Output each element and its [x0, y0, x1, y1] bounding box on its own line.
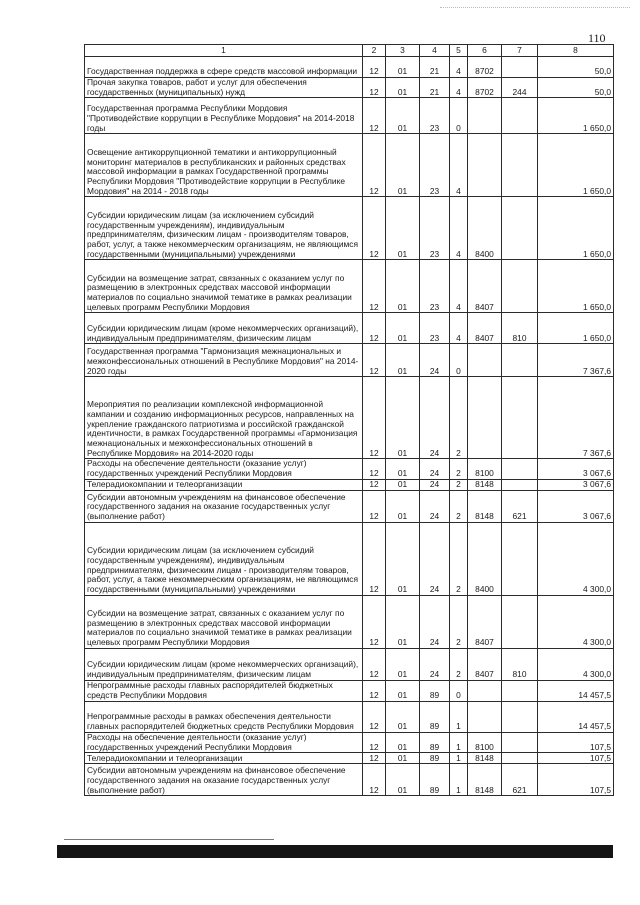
- row-value-cell: 2: [450, 479, 468, 490]
- row-value-cell: 810: [502, 313, 538, 344]
- row-value-cell: 24: [420, 377, 450, 459]
- row-value-cell: 2: [450, 648, 468, 680]
- row-value-cell: 89: [420, 753, 450, 764]
- row-name-cell: Субсидии на возмещение затрат, связанных с оказанием услуг по размещению в электронных средствах массовой информации материалов по социально значимой тематике в рамках реализации целевых программ Республики Мордовия: [85, 595, 363, 648]
- row-value-cell: 01: [386, 701, 420, 732]
- row-value-cell: 01: [386, 197, 420, 260]
- row-value-cell: 8702: [468, 78, 502, 98]
- row-value-cell: 8100: [468, 459, 502, 479]
- row-value-cell: 1: [450, 764, 468, 796]
- row-value-cell: 12: [363, 680, 386, 701]
- budget-table: [84, 44, 614, 796]
- row-value-cell: 01: [386, 98, 420, 134]
- row-value-cell: 2: [450, 595, 468, 648]
- row-name-cell: Телерадиокомпании и телеорганизации: [85, 753, 363, 764]
- row-value-cell: 01: [386, 377, 420, 459]
- row-value-cell: 7 367,6: [538, 344, 614, 377]
- row-value-cell: [502, 377, 538, 459]
- row-value-cell: 2: [450, 377, 468, 459]
- table-row: [85, 648, 614, 680]
- row-name-cell: Расходы на обеспечение деятельности (оказание услуг) государственных учреждений Республики Мордовия: [85, 732, 363, 752]
- row-value-cell: 4: [450, 197, 468, 260]
- row-value-cell: 8407: [468, 260, 502, 313]
- table-row: [85, 344, 614, 377]
- row-value-cell: 12: [363, 522, 386, 595]
- row-value-cell: [502, 344, 538, 377]
- row-value-cell: 4: [450, 313, 468, 344]
- table-row: [85, 260, 614, 313]
- table-row: [85, 313, 614, 344]
- row-value-cell: 01: [386, 313, 420, 344]
- row-value-cell: 01: [386, 479, 420, 490]
- row-value-cell: 1: [450, 732, 468, 752]
- row-value-cell: 621: [502, 490, 538, 522]
- row-value-cell: 21: [420, 78, 450, 98]
- row-value-cell: 12: [363, 732, 386, 752]
- row-value-cell: 12: [363, 490, 386, 522]
- row-name-cell: Субсидии юридическим лицам (за исключением субсидий государственным учреждениям), индивидуальным предпринимателям, физическим лицам - производителям товаров, работ, услуг, а также некоммерческим организациям, не являющимся государственными (муниципальными) учреждениями: [85, 197, 363, 260]
- table-row: [85, 377, 614, 459]
- row-value-cell: [502, 595, 538, 648]
- row-value-cell: 0: [450, 98, 468, 134]
- row-name-cell: Субсидии автономным учреждениям на финансовое обеспечение государственного задания на оказание государственных услуг (выполнение работ): [85, 764, 363, 796]
- row-value-cell: 23: [420, 260, 450, 313]
- row-value-cell: 107,5: [538, 753, 614, 764]
- row-value-cell: 14 457,5: [538, 701, 614, 732]
- row-value-cell: [468, 98, 502, 134]
- page-number: 110: [588, 31, 606, 45]
- row-value-cell: 21: [420, 57, 450, 78]
- table-row: [85, 522, 614, 595]
- row-value-cell: [468, 701, 502, 732]
- row-value-cell: [468, 680, 502, 701]
- row-value-cell: 2: [450, 490, 468, 522]
- row-value-cell: 12: [363, 78, 386, 98]
- row-value-cell: 01: [386, 459, 420, 479]
- row-value-cell: [502, 459, 538, 479]
- row-value-cell: 01: [386, 57, 420, 78]
- row-value-cell: [502, 134, 538, 197]
- row-value-cell: 8400: [468, 522, 502, 595]
- column-header: 4: [420, 45, 450, 57]
- row-value-cell: 50,0: [538, 57, 614, 78]
- table-row: [85, 764, 614, 796]
- table-row: [85, 459, 614, 479]
- column-header: 8: [538, 45, 614, 57]
- row-value-cell: 4: [450, 78, 468, 98]
- row-name-cell: Субсидии юридическим лицам (кроме некоммерческих организаций), индивидуальным предпринимателям, физическим лицам: [85, 313, 363, 344]
- row-name-cell: Государственная программа Республики Мордовия "Противодействие коррупции в Республике Мордовия" на 2014-2018 годы: [85, 98, 363, 134]
- row-value-cell: 8407: [468, 648, 502, 680]
- row-value-cell: 8148: [468, 479, 502, 490]
- row-value-cell: 8400: [468, 197, 502, 260]
- row-value-cell: 0: [450, 344, 468, 377]
- scan-mark: [64, 839, 274, 840]
- row-value-cell: 8702: [468, 57, 502, 78]
- row-value-cell: 12: [363, 753, 386, 764]
- row-value-cell: 01: [386, 260, 420, 313]
- row-value-cell: [502, 701, 538, 732]
- row-value-cell: 8407: [468, 595, 502, 648]
- row-value-cell: 1 650,0: [538, 134, 614, 197]
- row-value-cell: 89: [420, 680, 450, 701]
- scan-edge-bar: [57, 845, 613, 858]
- row-value-cell: 50,0: [538, 78, 614, 98]
- row-name-cell: Прочая закупка товаров, работ и услуг для обеспечения государственных (муниципальных) нужд: [85, 78, 363, 98]
- row-name-cell: Государственная поддержка в сфере средств массовой информации: [85, 57, 363, 78]
- table-row: [85, 595, 614, 648]
- row-value-cell: 107,5: [538, 764, 614, 796]
- scan-specks: [440, 7, 630, 9]
- row-value-cell: 24: [420, 344, 450, 377]
- row-value-cell: 8100: [468, 732, 502, 752]
- row-value-cell: 01: [386, 78, 420, 98]
- row-value-cell: 2: [450, 522, 468, 595]
- table-row: [85, 78, 614, 98]
- row-value-cell: 24: [420, 459, 450, 479]
- row-value-cell: 12: [363, 57, 386, 78]
- row-value-cell: 01: [386, 764, 420, 796]
- row-value-cell: 24: [420, 595, 450, 648]
- table-row: [85, 98, 614, 134]
- row-value-cell: [468, 134, 502, 197]
- row-value-cell: 01: [386, 522, 420, 595]
- row-value-cell: 24: [420, 479, 450, 490]
- row-value-cell: 621: [502, 764, 538, 796]
- row-name-cell: Субсидии автономным учреждениям на финансовое обеспечение государственного задания на оказание государственных услуг (выполнение работ): [85, 490, 363, 522]
- row-value-cell: 01: [386, 648, 420, 680]
- row-name-cell: Субсидии на возмещение затрат, связанных с оказанием услуг по размещению в электронных средствах массовой информации материалов по социально значимой тематике в рамках реализации целевых программ Республики Мордовия: [85, 260, 363, 313]
- column-header: 1: [85, 45, 363, 57]
- column-header: 7: [502, 45, 538, 57]
- row-value-cell: 01: [386, 134, 420, 197]
- row-name-cell: Субсидии юридическим лицам (за исключением субсидий государственным учреждениям), индивидуальным предпринимателям, физическим лицам - производителям товаров, работ, услуг, а также некоммерческим организациям, не являющимся государственными (муниципальными) учреждениями: [85, 522, 363, 595]
- row-value-cell: 4: [450, 134, 468, 197]
- row-value-cell: 12: [363, 313, 386, 344]
- row-value-cell: 24: [420, 490, 450, 522]
- row-value-cell: [468, 344, 502, 377]
- row-value-cell: 2: [450, 459, 468, 479]
- row-value-cell: 8148: [468, 753, 502, 764]
- row-value-cell: 1 650,0: [538, 197, 614, 260]
- row-value-cell: 0: [450, 680, 468, 701]
- row-value-cell: 89: [420, 701, 450, 732]
- row-value-cell: 4 300,0: [538, 522, 614, 595]
- row-value-cell: 12: [363, 197, 386, 260]
- row-value-cell: 4: [450, 260, 468, 313]
- row-value-cell: 7 367,6: [538, 377, 614, 459]
- row-value-cell: 12: [363, 377, 386, 459]
- row-value-cell: [502, 197, 538, 260]
- row-value-cell: 1 650,0: [538, 98, 614, 134]
- row-name-cell: Субсидии юридическим лицам (кроме некоммерческих организаций), индивидуальным предпринимателям, физическим лицам: [85, 648, 363, 680]
- row-value-cell: 12: [363, 134, 386, 197]
- table-row: [85, 701, 614, 732]
- row-value-cell: [502, 680, 538, 701]
- row-value-cell: 23: [420, 197, 450, 260]
- row-name-cell: Государственная программа "Гармонизация межнациональных и межконфессиональных отношений в Республике Мордовия" на 2014-2020 годы: [85, 344, 363, 377]
- row-value-cell: 4 300,0: [538, 595, 614, 648]
- row-value-cell: 23: [420, 313, 450, 344]
- table-row: [85, 753, 614, 764]
- row-name-cell: Телерадиокомпании и телеорганизации: [85, 479, 363, 490]
- row-value-cell: 4: [450, 57, 468, 78]
- row-value-cell: 8407: [468, 313, 502, 344]
- row-name-cell: Освещение антикоррупционной тематики и антикоррупционный мониторинг материалов в республиканских и районных средствах массовой информации в рамках Государственной программы Республики Мордовия "Противодействие коррупции в Республике Мордовия" на 2014 - 2018 годы: [85, 134, 363, 197]
- row-value-cell: 01: [386, 490, 420, 522]
- row-value-cell: 8148: [468, 490, 502, 522]
- table-row: [85, 57, 614, 78]
- row-name-cell: Расходы на обеспечение деятельности (оказание услуг) государственных учреждений Республики Мордовия: [85, 459, 363, 479]
- row-value-cell: 12: [363, 260, 386, 313]
- row-value-cell: 14 457,5: [538, 680, 614, 701]
- row-value-cell: 89: [420, 764, 450, 796]
- row-value-cell: 12: [363, 764, 386, 796]
- row-name-cell: Непрограммные расходы главных распорядителей бюджетных средств Республики Мордовия: [85, 680, 363, 701]
- row-value-cell: 8148: [468, 764, 502, 796]
- row-value-cell: 1: [450, 701, 468, 732]
- column-header: 2: [363, 45, 386, 57]
- row-value-cell: 24: [420, 648, 450, 680]
- row-value-cell: 244: [502, 78, 538, 98]
- table-row: [85, 680, 614, 701]
- row-value-cell: 23: [420, 134, 450, 197]
- row-value-cell: 01: [386, 344, 420, 377]
- row-value-cell: 01: [386, 732, 420, 752]
- row-name-cell: Непрограммные расходы в рамках обеспечения деятельности главных распорядителей бюджетных средств Республики Мордовия: [85, 701, 363, 732]
- row-value-cell: 1 650,0: [538, 260, 614, 313]
- row-value-cell: [502, 753, 538, 764]
- row-value-cell: [502, 479, 538, 490]
- row-value-cell: 01: [386, 595, 420, 648]
- row-value-cell: 12: [363, 344, 386, 377]
- table-row: [85, 134, 614, 197]
- row-value-cell: 12: [363, 479, 386, 490]
- column-header: 3: [386, 45, 420, 57]
- row-value-cell: [502, 98, 538, 134]
- row-value-cell: 4 300,0: [538, 648, 614, 680]
- row-value-cell: 23: [420, 98, 450, 134]
- row-value-cell: 3 067,6: [538, 479, 614, 490]
- column-header: 6: [468, 45, 502, 57]
- row-value-cell: [502, 57, 538, 78]
- row-value-cell: 810: [502, 648, 538, 680]
- row-name-cell: Мероприятия по реализации комплексной информационной кампании и созданию информационных ресурсов, направленных на укрепление гражданского патриотизма и российской гражданской идентичности, в рамках Государственной программы «Гармонизация межнациональных и межконфессиональных отношений в Республике Мордовия» на 2014-2020 годы: [85, 377, 363, 459]
- row-value-cell: 12: [363, 459, 386, 479]
- column-header: 5: [450, 45, 468, 57]
- row-value-cell: 01: [386, 680, 420, 701]
- table-header-row: [85, 45, 614, 57]
- row-value-cell: [502, 522, 538, 595]
- row-value-cell: [468, 377, 502, 459]
- row-value-cell: 89: [420, 732, 450, 752]
- table-row: [85, 197, 614, 260]
- row-value-cell: [502, 732, 538, 752]
- row-value-cell: 24: [420, 522, 450, 595]
- row-value-cell: 12: [363, 648, 386, 680]
- row-value-cell: 1 650,0: [538, 313, 614, 344]
- row-value-cell: 01: [386, 753, 420, 764]
- row-value-cell: 3 067,6: [538, 459, 614, 479]
- row-value-cell: 12: [363, 98, 386, 134]
- table-row: [85, 732, 614, 752]
- table-row: [85, 490, 614, 522]
- row-value-cell: 12: [363, 595, 386, 648]
- row-value-cell: 1: [450, 753, 468, 764]
- row-value-cell: 107,5: [538, 732, 614, 752]
- table-row: [85, 479, 614, 490]
- row-value-cell: 3 067,6: [538, 490, 614, 522]
- row-value-cell: [502, 260, 538, 313]
- row-value-cell: 12: [363, 701, 386, 732]
